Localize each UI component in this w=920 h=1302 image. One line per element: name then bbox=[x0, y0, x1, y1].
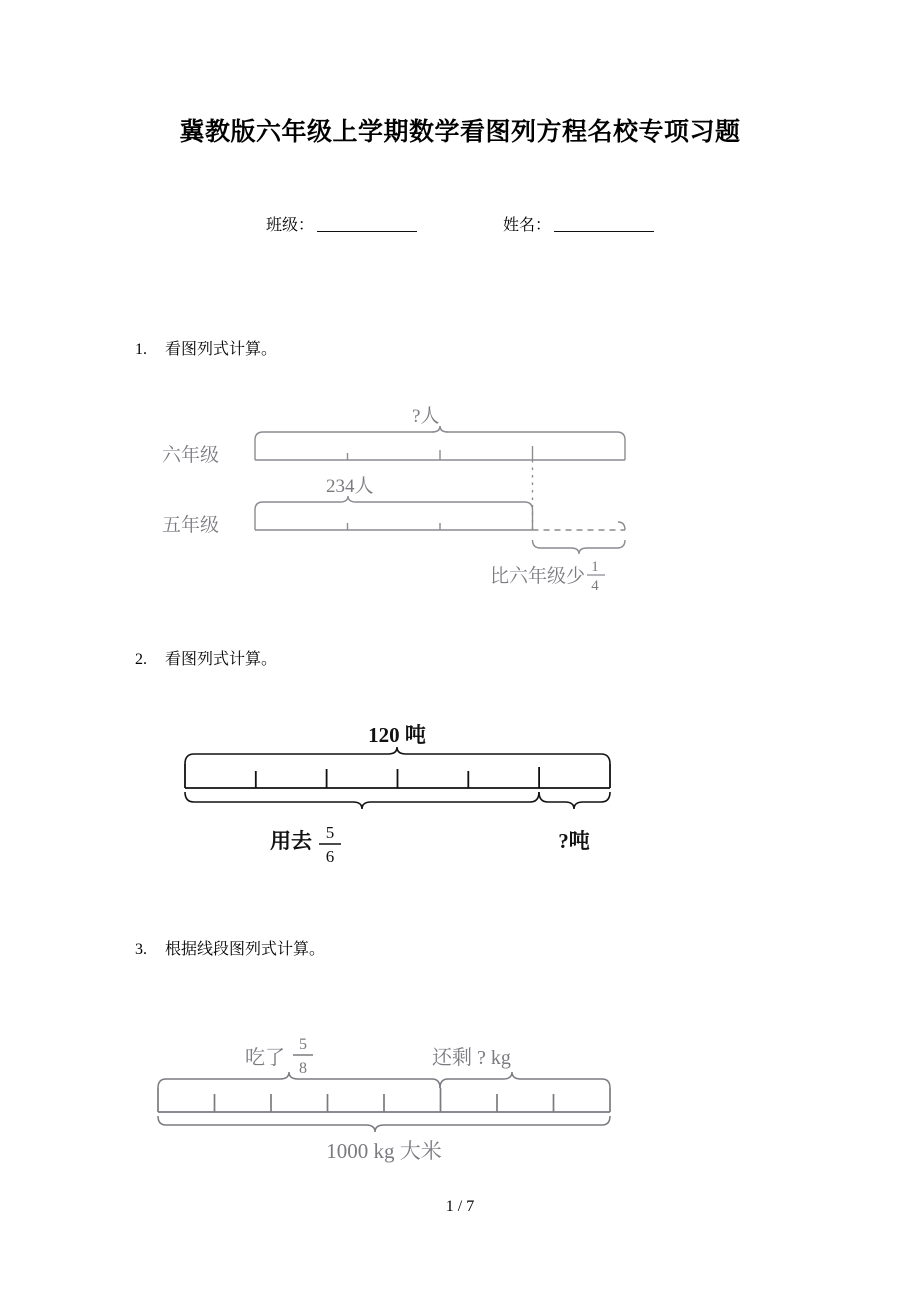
question-3-text: 根据线段图列式计算。 bbox=[165, 941, 326, 958]
figure-3-bottom-brace-label: 1000 kg 大米 bbox=[326, 1139, 442, 1163]
figure-1-bottom-brace-label: 比六年级少 bbox=[490, 566, 586, 587]
figure-3-top-left-label: 吃了 bbox=[245, 1047, 285, 1069]
figure-1-row2-label: 五年级 bbox=[162, 515, 220, 536]
class-blank[interactable] bbox=[317, 217, 417, 232]
question-2-number: 2. bbox=[135, 651, 147, 668]
figure-1-row2-brace-label: 234人 bbox=[326, 476, 374, 497]
class-field bbox=[266, 212, 417, 235]
figure-1-fraction-denominator: 4 bbox=[591, 578, 599, 594]
figure-3-line-segment-diagram bbox=[140, 1016, 640, 1166]
figure-2-bottom-left-fraction bbox=[319, 823, 341, 866]
page-title: 冀教版六年级上学期数学看图列方程名校专项习题 bbox=[179, 119, 741, 146]
figure-3-top-left-fraction bbox=[293, 1036, 313, 1077]
question-2-text: 看图列式计算。 bbox=[165, 651, 278, 668]
figure-2-bottom-right-label: ?吨 bbox=[558, 829, 590, 853]
figure-2-bottom-left-label: 用去 bbox=[270, 829, 312, 853]
figure-1-line-segment-diagram bbox=[150, 396, 710, 601]
question-1-stem bbox=[135, 336, 277, 359]
figure-1-top-brace-label: ?人 bbox=[412, 406, 440, 427]
figure-3-fraction-numerator: 5 bbox=[299, 1036, 307, 1053]
figure-2-fraction-denominator: 6 bbox=[325, 847, 335, 866]
figure-2-line-segment-diagram bbox=[150, 716, 650, 896]
figure-2-fraction-numerator: 5 bbox=[325, 823, 335, 842]
question-1-number: 1. bbox=[135, 341, 147, 358]
figure-3-fraction-denominator: 8 bbox=[299, 1060, 307, 1077]
student-info-line bbox=[0, 212, 920, 235]
figure-1-fraction-numerator: 1 bbox=[591, 559, 599, 575]
question-3-number: 3. bbox=[135, 941, 147, 958]
class-label: 班级： bbox=[265, 217, 314, 234]
question-1-text: 看图列式计算。 bbox=[165, 341, 278, 358]
figure-2-top-brace-label: 120 吨 bbox=[368, 723, 426, 747]
question-2-stem bbox=[135, 646, 277, 669]
figure-3-top-right-label: 还剩 ? kg bbox=[432, 1047, 511, 1069]
question-3-stem bbox=[135, 936, 325, 959]
figure-1-row1-label: 六年级 bbox=[162, 445, 220, 466]
page-number: 1 / 7 bbox=[445, 1198, 475, 1215]
name-field bbox=[503, 212, 654, 235]
name-label: 姓名： bbox=[503, 217, 552, 234]
name-blank[interactable] bbox=[554, 217, 654, 232]
figure-1-bottom-fraction bbox=[587, 559, 605, 594]
